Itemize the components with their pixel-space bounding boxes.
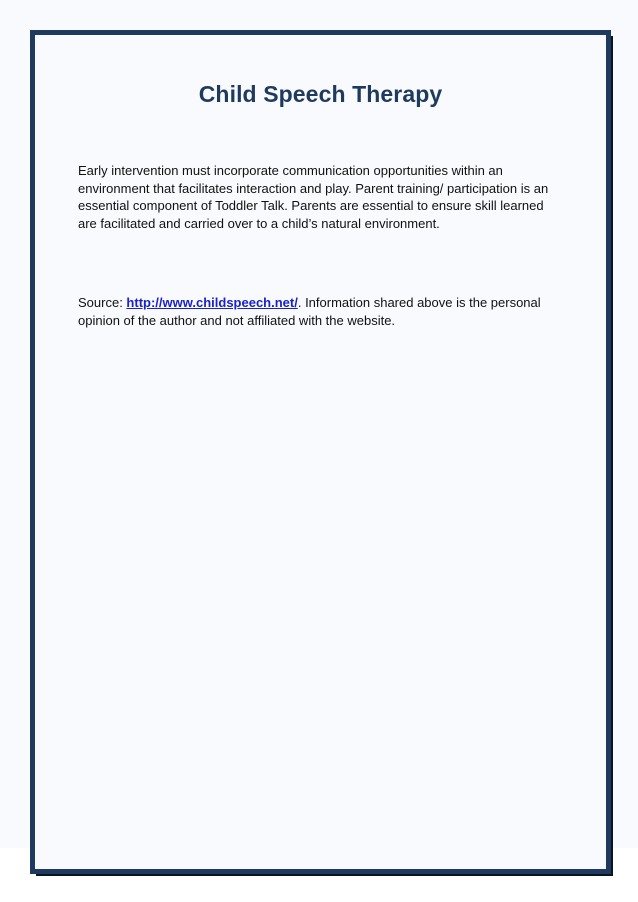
- source-link[interactable]: http://www.childspeech.net/: [126, 295, 298, 310]
- source-paragraph: [78, 294, 558, 329]
- source-prefix: Source:: [78, 295, 127, 310]
- document-title: Child Speech Therapy: [198, 81, 443, 107]
- source-disclaimer: . Information shared above is the personal opinion of the author and not affiliated with the website.: [78, 295, 541, 328]
- body-paragraph: Early intervention must incorporate communication opportunities within an environment that facilitates interaction and play. Parent training/ participation is an essential component of Toddler Talk. Parents are essential to ensure skill learned are facilitated and carried over to a child’s natural environment.: [78, 163, 549, 231]
- document-page: [30, 30, 611, 874]
